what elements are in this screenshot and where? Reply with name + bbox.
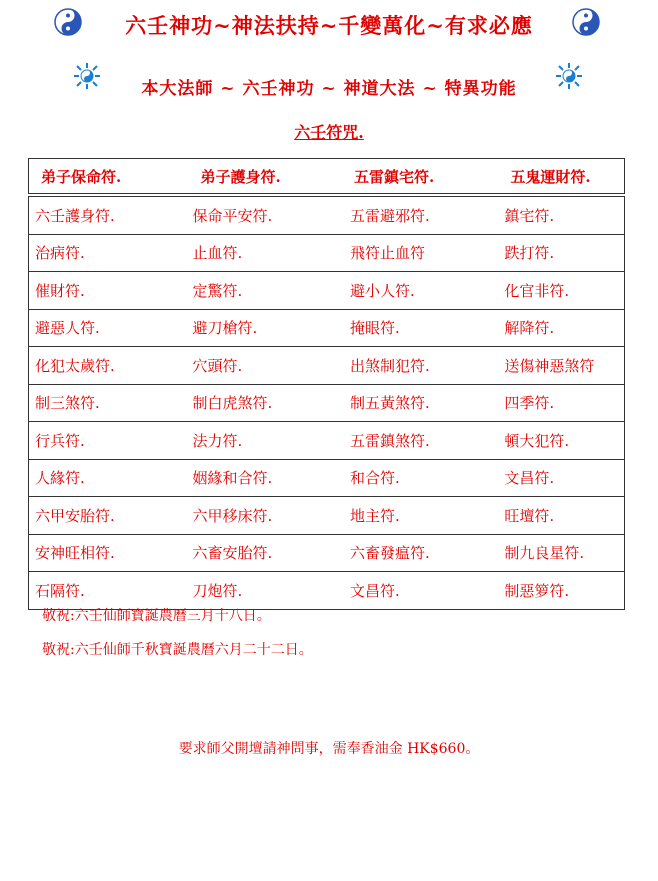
table-cell: 掩眼符. xyxy=(349,319,400,338)
table-cell: 跌打符. xyxy=(504,244,555,263)
table-cell: 催財符. xyxy=(35,281,85,300)
note-birthday-1: 敬祝:六壬仙師寶誕農曆三月十八日。 xyxy=(42,608,271,624)
table-cell: 定驚符. xyxy=(192,281,243,300)
table-cell: 六畜發瘟符. xyxy=(349,544,430,563)
table-cell: 避小人符. xyxy=(349,281,415,300)
table-cell: 出煞制犯符. xyxy=(349,356,430,375)
table-row xyxy=(29,422,624,460)
table-row xyxy=(29,460,624,498)
table-cell: 鎮宅符. xyxy=(504,206,555,225)
footer-offering-note: 要求師父開壇請神問事，需奉香油金 HK$660。 xyxy=(178,741,480,757)
table-cell: 安神旺相符. xyxy=(35,544,115,563)
table-cell: 姻緣和合符. xyxy=(192,469,273,488)
section-title: 六壬符咒. xyxy=(294,123,364,142)
table-cell: 化官非符. xyxy=(504,281,570,300)
table-cell: 五雷鎮煞符. xyxy=(349,431,430,450)
table-cell: 保命平安符. xyxy=(192,206,273,225)
table-cell: 人緣符. xyxy=(35,469,85,488)
talisman-table xyxy=(28,196,625,610)
table-header-cell: 五鬼運財符. xyxy=(510,167,591,186)
table-cell: 刀炮符. xyxy=(192,581,243,600)
table-cell: 止血符. xyxy=(192,244,243,263)
table-row xyxy=(29,197,624,235)
table-cell: 六壬護身符. xyxy=(35,206,115,225)
table-row xyxy=(29,310,624,348)
table-cell: 和合符. xyxy=(349,469,400,488)
table-cell: 法力符. xyxy=(192,431,243,450)
table-header xyxy=(28,158,625,194)
table-header-cell: 弟子保命符. xyxy=(41,167,122,186)
table-cell: 避惡人符. xyxy=(35,319,100,338)
table-row xyxy=(29,535,624,573)
table-cell: 飛符止血符 xyxy=(349,244,425,263)
table-header-cell: 弟子護身符. xyxy=(200,167,281,186)
table-cell: 制白虎煞符. xyxy=(192,394,273,413)
table-cell: 地主符. xyxy=(349,506,400,525)
table-cell: 制五黃煞符. xyxy=(349,394,430,413)
table-row xyxy=(29,347,624,385)
table-cell: 旺壇符. xyxy=(504,506,555,525)
table-row xyxy=(29,572,624,609)
table-cell: 六甲安胎符. xyxy=(35,506,115,525)
table-cell: 穴頭符. xyxy=(192,356,243,375)
table-cell: 文昌符. xyxy=(504,469,555,488)
note-birthday-2: 敬祝:六壬仙師千秋寶誕農曆六月二十二日。 xyxy=(42,642,313,658)
page-title: 六壬神功~神法扶持~千變萬化~有求必應 xyxy=(125,13,533,38)
table-cell: 解降符. xyxy=(504,319,555,338)
table-row xyxy=(29,497,624,535)
table-cell: 送傷神惡煞符 xyxy=(504,356,595,375)
table-header-cell: 五雷鎮宅符. xyxy=(353,167,435,186)
table-row xyxy=(29,385,624,423)
table-cell: 四季符. xyxy=(504,394,555,413)
table-cell: 制惡箩符. xyxy=(504,581,570,600)
table-cell: 五雷避邪符. xyxy=(349,206,430,225)
table-cell: 治病符. xyxy=(35,244,85,263)
table-cell: 制九良星符. xyxy=(504,544,585,563)
table-cell: 行兵符. xyxy=(35,431,85,450)
table-row xyxy=(29,235,624,273)
table-cell: 避刀槍符. xyxy=(192,319,258,338)
table-cell: 頓大犯符. xyxy=(504,431,570,450)
table-row xyxy=(29,272,624,310)
table-cell: 制三煞符. xyxy=(35,394,100,413)
table-cell: 六甲移床符. xyxy=(192,506,273,525)
table-cell: 文昌符. xyxy=(349,581,400,600)
table-cell: 化犯太歲符. xyxy=(35,356,115,375)
table-cell: 六畜安胎符. xyxy=(192,544,273,563)
page-subtitle: 本大法師 ~ 六壬神功 ~ 神道大法 ~ 特異功能 xyxy=(141,79,517,99)
table-cell: 石隔符. xyxy=(35,581,85,600)
